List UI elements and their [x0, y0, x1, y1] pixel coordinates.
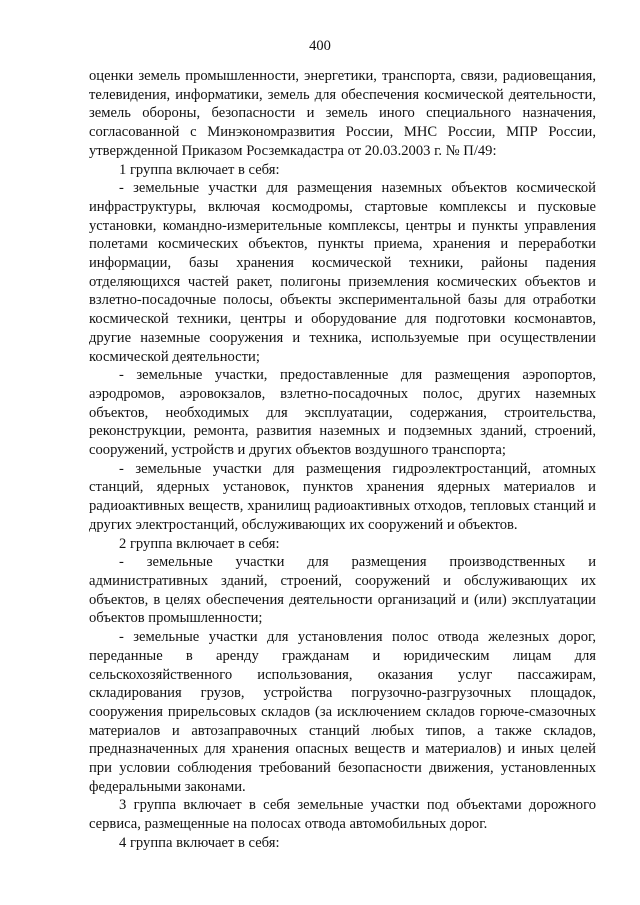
paragraph-group-1-airports: - земельные участки, предоставленные для размещения аэропортов, аэродромов, аэровокзалов, взлетно-посадочных полос, других наземных объектов, необходимых для эксплуатации, содержания, строительства, реконструкции, ремонта, развития наземных и подземных зданий, строений, сооружений, устройств и других объектов воздушного транспорта;	[89, 367, 596, 459]
paragraph-group-2-industrial: - земельные участки для размещения производственных и административных зданий, строений, сооружений и обслуживающих их объектов, в целях обеспечения деятельности организаций и (или) эксплуатации объектов промышленности;	[89, 554, 596, 627]
paragraph-group-1-space-infrastructure: - земельные участки для размещения наземных объектов космической инфраструктуры, включая космодромы, стартовые комплексы и пусковые установки, командно-измерительные комплексы, центры и пункты управления полетами космических объектов, пункты приема, хранения и переработки информации, базы хранения космической техники, районы падения отделяющихся частей ракет, полигоны приземления космических объектов и взлетно-посадочные полосы, объекты экспериментальной базы для отработки космической техники, центры и оборудование для подготовки космонавтов, другие наземные сооружения и техника, используемые при осуществлении космической деятельности;	[89, 180, 596, 365]
document-body	[89, 67, 596, 853]
paragraph-group-2-heading: 2 группа включает в себя:	[119, 535, 280, 552]
paragraph-group-1-heading: 1 группа включает в себя:	[119, 161, 280, 178]
paragraph-group-4-heading: 4 группа включает в себя:	[119, 834, 280, 851]
paragraph-group-3: 3 группа включает в себя земельные участки под объектами дорожного сервиса, размещенные на полосах отвода автомобильных дорог.	[89, 797, 596, 833]
paragraph-group-1-power-stations: - земельные участки для размещения гидроэлектростанций, атомных станций, ядерных установок, пунктов хранения ядерных материалов и радиоактивных веществ, хранилищ радиоактивных отходов, тепловых станций и других электростанций, обслуживающих их сооружений и объектов.	[89, 460, 596, 533]
paragraph-intro-continuation: оценки земель промышленности, энергетики, транспорта, связи, радиовещания, телевидения, информатики, земель для обеспечения космической деятельности, земель обороны, безопасности и земель иного специального назначения, согласованной с Минэкономразвития России, МНС России, МПР России, утвержденной Приказом Росземкадастра от 20.03.2003 г. № П/49:	[89, 68, 596, 159]
page-number: 400	[309, 38, 331, 54]
paragraph-group-2-railway: - земельные участки для установления полос отвода железных дорог, переданные в аренду гражданам и юридическим лицам для сельскохозяйственного использования, оказания услуг пассажирам, складирования грузов, устройства погрузочно-разгрузочных площадок, сооружения прирельсовых складов (за исключением складов горюче-смазочных материалов и автозаправочных станций любых типов, а также складов, предназначенных для хранения опасных веществ и материалов) и иных целей при условии соблюдения требований безопасности движения, установленных федеральными законами.	[89, 629, 596, 795]
